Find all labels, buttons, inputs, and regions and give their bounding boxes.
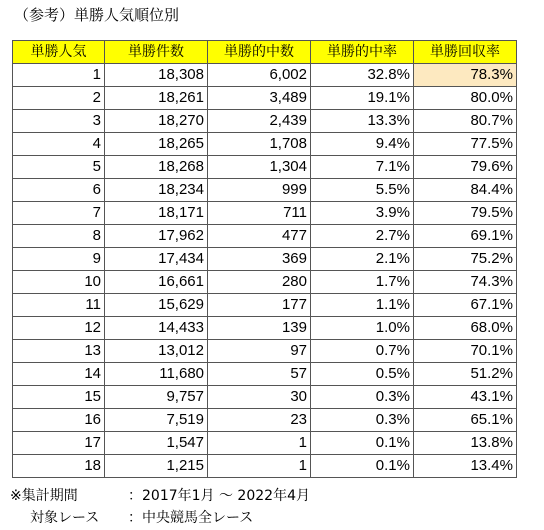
cell-hit-rate: 0.3% bbox=[311, 409, 414, 432]
cell-hits: 57 bbox=[208, 363, 311, 386]
header-row bbox=[13, 41, 517, 64]
note-period-label: ※集計期間 bbox=[10, 488, 78, 504]
cell-hit-rate: 1.1% bbox=[311, 294, 414, 317]
cell-popularity: 2 bbox=[13, 87, 105, 110]
cell-popularity: 15 bbox=[13, 386, 105, 409]
table-row bbox=[13, 363, 517, 386]
table-row bbox=[13, 294, 517, 317]
cell-popularity: 12 bbox=[13, 317, 105, 340]
table-row bbox=[13, 340, 517, 363]
cell-count: 18,308 bbox=[105, 64, 208, 87]
table-row bbox=[13, 202, 517, 225]
cell-count: 9,757 bbox=[105, 386, 208, 409]
cell-hits: 97 bbox=[208, 340, 311, 363]
cell-return-rate: 43.1% bbox=[414, 386, 517, 409]
cell-hits: 3,489 bbox=[208, 87, 311, 110]
cell-return-rate: 65.1% bbox=[414, 409, 517, 432]
cell-count: 17,434 bbox=[105, 248, 208, 271]
cell-popularity: 1 bbox=[13, 64, 105, 87]
cell-hits: 999 bbox=[208, 179, 311, 202]
header-hits: 単勝的中数 bbox=[208, 41, 311, 64]
cell-count: 7,519 bbox=[105, 409, 208, 432]
cell-count: 1,215 bbox=[105, 455, 208, 478]
cell-hit-rate: 2.7% bbox=[311, 225, 414, 248]
table-row bbox=[13, 386, 517, 409]
cell-hits: 1 bbox=[208, 455, 311, 478]
note-target bbox=[10, 507, 310, 529]
note-target-label: 対象レース bbox=[30, 510, 100, 526]
cell-return-rate: 74.3% bbox=[414, 271, 517, 294]
table-row bbox=[13, 248, 517, 271]
cell-return-rate: 68.0% bbox=[414, 317, 517, 340]
cell-popularity: 4 bbox=[13, 133, 105, 156]
cell-hits: 1 bbox=[208, 432, 311, 455]
cell-return-rate: 84.4% bbox=[414, 179, 517, 202]
cell-hits: 30 bbox=[208, 386, 311, 409]
cell-return-rate: 75.2% bbox=[414, 248, 517, 271]
cell-popularity: 17 bbox=[13, 432, 105, 455]
cell-hits: 477 bbox=[208, 225, 311, 248]
cell-hit-rate: 0.1% bbox=[311, 455, 414, 478]
cell-count: 18,171 bbox=[105, 202, 208, 225]
cell-hits: 280 bbox=[208, 271, 311, 294]
cell-count: 18,261 bbox=[105, 87, 208, 110]
cell-hits: 139 bbox=[208, 317, 311, 340]
cell-return-rate: 77.5% bbox=[414, 133, 517, 156]
cell-count: 13,012 bbox=[105, 340, 208, 363]
cell-count: 1,547 bbox=[105, 432, 208, 455]
cell-hit-rate: 7.1% bbox=[311, 156, 414, 179]
header-popularity: 単勝人気 bbox=[13, 41, 105, 64]
cell-hit-rate: 1.0% bbox=[311, 317, 414, 340]
table-row bbox=[13, 432, 517, 455]
table-row bbox=[13, 64, 517, 87]
cell-hits: 369 bbox=[208, 248, 311, 271]
cell-hits: 2,439 bbox=[208, 110, 311, 133]
cell-popularity: 16 bbox=[13, 409, 105, 432]
cell-return-rate: 67.1% bbox=[414, 294, 517, 317]
cell-popularity: 14 bbox=[13, 363, 105, 386]
cell-hit-rate: 0.5% bbox=[311, 363, 414, 386]
cell-return-rate: 70.1% bbox=[414, 340, 517, 363]
header-count: 単勝件数 bbox=[105, 41, 208, 64]
cell-count: 17,962 bbox=[105, 225, 208, 248]
cell-hit-rate: 0.1% bbox=[311, 432, 414, 455]
table-row bbox=[13, 225, 517, 248]
cell-return-rate: 13.4% bbox=[414, 455, 517, 478]
cell-hit-rate: 2.1% bbox=[311, 248, 414, 271]
table-row bbox=[13, 179, 517, 202]
cell-hits: 23 bbox=[208, 409, 311, 432]
page-title: （参考）単勝人気順位別 bbox=[14, 6, 180, 24]
cell-popularity: 5 bbox=[13, 156, 105, 179]
cell-count: 18,268 bbox=[105, 156, 208, 179]
cell-hit-rate: 13.3% bbox=[311, 110, 414, 133]
table-row bbox=[13, 317, 517, 340]
cell-count: 18,265 bbox=[105, 133, 208, 156]
cell-popularity: 3 bbox=[13, 110, 105, 133]
cell-return-rate: 80.0% bbox=[414, 87, 517, 110]
table-row bbox=[13, 409, 517, 432]
cell-return-rate: 79.5% bbox=[414, 202, 517, 225]
header-return-rate: 単勝回収率 bbox=[414, 41, 517, 64]
cell-popularity: 7 bbox=[13, 202, 105, 225]
cell-hit-rate: 1.7% bbox=[311, 271, 414, 294]
cell-popularity: 13 bbox=[13, 340, 105, 363]
table-body bbox=[13, 64, 517, 478]
cell-hit-rate: 0.7% bbox=[311, 340, 414, 363]
note-period-value: ：2017年1月 ～ 2022年4月 bbox=[128, 488, 310, 504]
cell-hits: 6,002 bbox=[208, 64, 311, 87]
cell-return-rate: 80.7% bbox=[414, 110, 517, 133]
cell-popularity: 8 bbox=[13, 225, 105, 248]
cell-hit-rate: 3.9% bbox=[311, 202, 414, 225]
table-row bbox=[13, 271, 517, 294]
cell-return-rate: 51.2% bbox=[414, 363, 517, 386]
cell-hits: 711 bbox=[208, 202, 311, 225]
cell-count: 15,629 bbox=[105, 294, 208, 317]
cell-count: 18,234 bbox=[105, 179, 208, 202]
cell-popularity: 10 bbox=[13, 271, 105, 294]
cell-count: 18,270 bbox=[105, 110, 208, 133]
cell-popularity: 9 bbox=[13, 248, 105, 271]
cell-hits: 177 bbox=[208, 294, 311, 317]
cell-hit-rate: 5.5% bbox=[311, 179, 414, 202]
cell-return-rate: 13.8% bbox=[414, 432, 517, 455]
cell-popularity: 18 bbox=[13, 455, 105, 478]
notes bbox=[10, 485, 310, 529]
cell-hit-rate: 32.8% bbox=[311, 64, 414, 87]
cell-return-rate: 69.1% bbox=[414, 225, 517, 248]
cell-return-rate: 79.6% bbox=[414, 156, 517, 179]
cell-hits: 1,304 bbox=[208, 156, 311, 179]
cell-count: 14,433 bbox=[105, 317, 208, 340]
table-row bbox=[13, 110, 517, 133]
table-row bbox=[13, 133, 517, 156]
stats-table bbox=[12, 40, 517, 478]
cell-hit-rate: 9.4% bbox=[311, 133, 414, 156]
header-hit-rate: 単勝的中率 bbox=[311, 41, 414, 64]
cell-popularity: 11 bbox=[13, 294, 105, 317]
table-row bbox=[13, 87, 517, 110]
cell-hit-rate: 0.3% bbox=[311, 386, 414, 409]
cell-hit-rate: 19.1% bbox=[311, 87, 414, 110]
note-period bbox=[10, 485, 310, 507]
cell-popularity: 6 bbox=[13, 179, 105, 202]
cell-return-rate: 78.3% bbox=[414, 64, 517, 87]
cell-count: 11,680 bbox=[105, 363, 208, 386]
cell-count: 16,661 bbox=[105, 271, 208, 294]
table-row bbox=[13, 455, 517, 478]
note-target-value: ：中央競馬全レース bbox=[128, 510, 254, 526]
cell-hits: 1,708 bbox=[208, 133, 311, 156]
table-row bbox=[13, 156, 517, 179]
